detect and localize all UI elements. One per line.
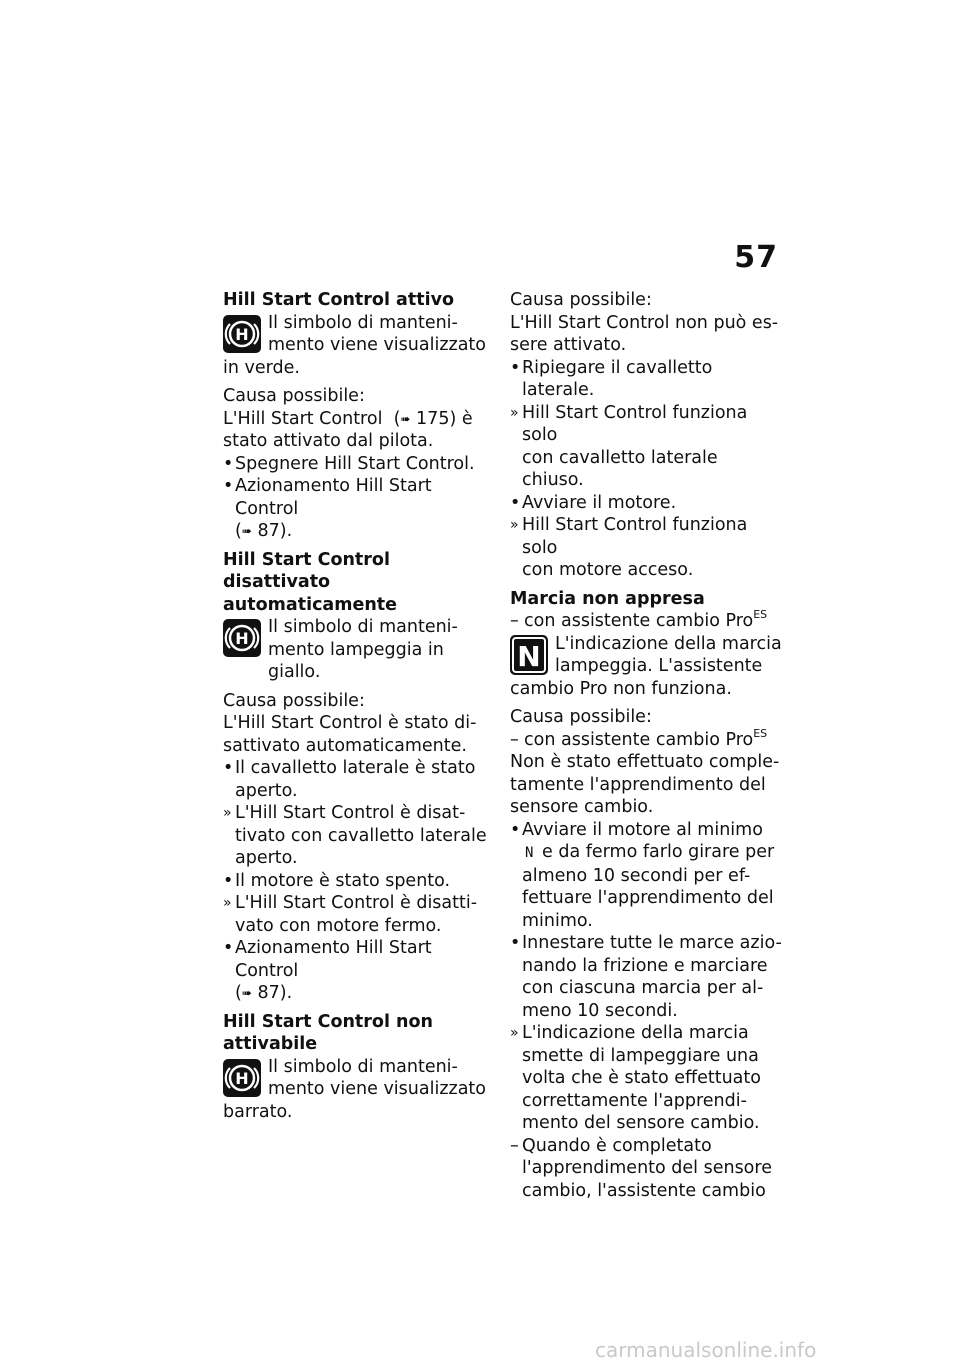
text: Il simbolo di manteni- (268, 312, 458, 333)
text: mento viene visualizzato (268, 335, 486, 355)
text: sensore cambio. (510, 797, 654, 817)
ref-arrow-icon: ➠ (400, 411, 411, 426)
list-item: • Azionamento Hill Start Control (➠ 87). (223, 938, 432, 1003)
result-item: » L'indicazione della marcia smette di lampeggiare una volta che è stato effettuato correttamente l'apprendi- mento del sensore cambio. (510, 1023, 761, 1133)
text: L'Hill Start Control non può es- (510, 312, 779, 333)
hill-start-icon (223, 315, 261, 353)
svg-text:N: N (517, 639, 541, 673)
hsc-active-paragraph (223, 312, 495, 380)
svg-text:H: H (235, 324, 249, 344)
cause-label: Causa possibile: (223, 386, 365, 406)
text: Il simbolo di manteni- (268, 617, 458, 637)
text: stato attivato dal pilota. (223, 431, 434, 451)
text: barrato. (223, 1101, 293, 1122)
list-item: • Spegnere Hill Start Control. (223, 453, 475, 474)
gear-paragraph (510, 633, 782, 678)
text: sere attivato. (510, 335, 627, 355)
watermark: carmanualsonline.info (595, 1338, 817, 1362)
ref-arrow-icon: ➠ (241, 986, 252, 1000)
hsc-not-available-paragraph (223, 1056, 495, 1124)
text: cambio Pro non funziona. (510, 678, 732, 699)
list-item: • Il motore è stato spento. (223, 870, 451, 891)
ref-arrow-icon: ➠ (241, 524, 252, 538)
cause-label: Causa possibile: (223, 690, 365, 711)
gear-n-icon (510, 635, 548, 675)
result-item: » L'Hill Start Control è disatti- vato con motore fermo. (223, 893, 478, 936)
condition-item: – con assistente cambio Pro$^{ES}$ (510, 726, 768, 750)
list-item: • Il cavalletto laterale è stato aperto. (223, 758, 476, 801)
hsc-auto-paragraph (223, 616, 495, 684)
svg-text:H: H (235, 629, 249, 648)
result-item: » Hill Start Control funziona solo con motore acceso. (510, 515, 748, 580)
hill-start-icon (223, 1059, 261, 1097)
heading-hsc-active: Hill Start Control attivo (223, 290, 455, 310)
text: Non è stato effettuato comple- (510, 752, 780, 772)
condition-item: – Quando è completato l'apprendimento del sensore cambio, l'assistente cambio (510, 1135, 772, 1201)
text: lampeggia. L'assistente (555, 656, 763, 676)
text: sattivato automaticamente. (223, 735, 467, 756)
heading-hsc-auto-off: Hill Start Control disattivato automaticamente (223, 549, 398, 615)
result-item: » Hill Start Control funziona solo con cavalletto laterale chiuso. (510, 402, 748, 490)
list-item: • Innestare tutte le marce azio- nando la frizione e marciare con ciascuna marcia per al- meno 10 secondi. (510, 933, 782, 1021)
condition-item: – con assistente cambio Pro$^{ES}$ (510, 608, 768, 631)
text: L'indicazione della marcia (555, 633, 782, 654)
text: tamente l'apprendimento del (510, 774, 766, 795)
text: mento viene visualizzato (268, 1079, 486, 1099)
list-item: • Avviare il motore. (510, 492, 677, 513)
cause-label: Causa possibile: (510, 707, 652, 727)
right-column (510, 289, 782, 1202)
list-item: • Ripiegare il cavalletto laterale. (510, 357, 713, 400)
hill-start-icon (223, 619, 261, 657)
text: Il simbolo di manteni- (268, 1056, 458, 1077)
cause-label: Causa possibile: (510, 290, 652, 310)
text: in verde. (223, 357, 300, 378)
heading-gear-not-learned: Marcia non appresa (510, 588, 705, 609)
text: L'Hill Start Control (➠ 175) è (223, 408, 473, 429)
heading-hsc-not-available: Hill Start Control non attivabile (223, 1011, 433, 1054)
left-column (223, 289, 495, 1123)
text: mento lampeggia in giallo. (268, 639, 444, 682)
neutral-gear-symbol: N (525, 845, 534, 861)
text: L'Hill Start Control è stato di- (223, 713, 477, 733)
list-item: • Avviare il motore al minimo N e da fermo farlo girare per almeno 10 secondi per ef- fettuare l'apprendimento del minimo. (510, 819, 775, 931)
result-item: » L'Hill Start Control è disat- tivato con cavalletto laterale aperto. (223, 803, 487, 868)
svg-text:H: H (235, 1068, 249, 1088)
page-number: 57 (734, 240, 778, 275)
list-item: • Azionamento Hill Start Control (➠ 87). (223, 476, 432, 541)
